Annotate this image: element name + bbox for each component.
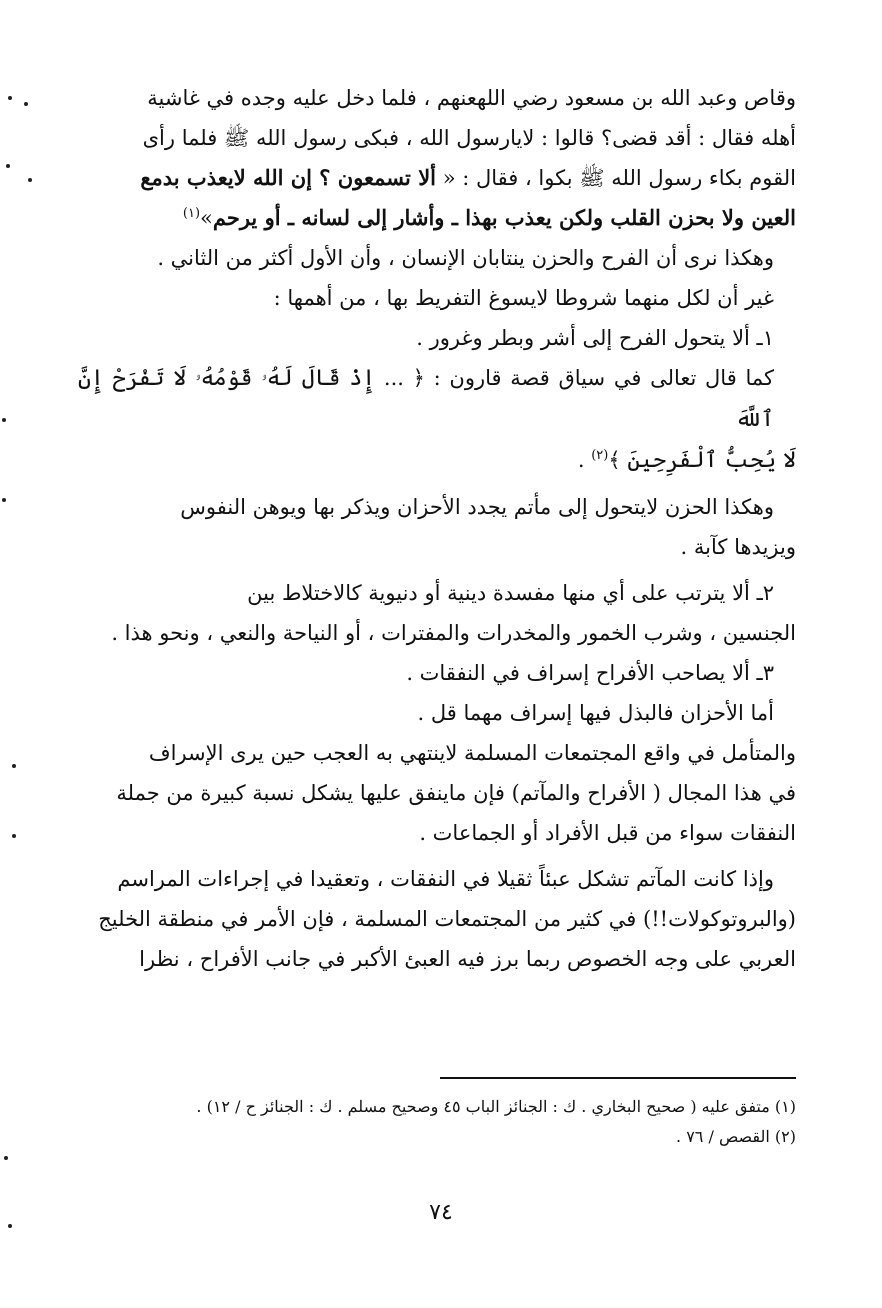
footnote-2: (٢) القصص / ٧٦ . [676, 1127, 796, 1146]
text-line: النفقات سواء من قبل الأفراد أو الجماعات . [419, 821, 796, 845]
footnote-ref-2: (٢) [591, 448, 609, 463]
hadith-quote: ألا تسمعون ؟ إن الله لايعذب بدمع [140, 165, 437, 190]
scan-speck [4, 1156, 8, 1160]
quran-verse: إِذْ قَالَ لَهُۥ قَوْمُهُۥ لَا تَفْرَحْ إِنَّ ٱللَّهَ [78, 366, 774, 432]
text-line: وهكذا الحزن لايتحول إلى مأتم يجدد الأحزان ويذكر بها ويوهن النفوس [180, 495, 774, 519]
hadith-quote: العين ولا بحزن القلب ولكن يعذب بهذا ـ وأشار إلى لسانه ـ أو يرحم [212, 205, 796, 230]
text-line: وقاص وعبد الله بن مسعود رضي اللهعنهم ، فلما دخل عليه وجده في غاشية [147, 86, 796, 110]
scan-speck [2, 418, 6, 422]
scan-speck [24, 102, 28, 106]
scan-speck [12, 834, 16, 838]
scan-speck [28, 178, 32, 182]
main-text [78, 78, 796, 979]
text-line: ويزيدها كآبة . [680, 535, 796, 559]
scan-speck [12, 764, 16, 768]
text-line: أهله فقال : أقد قضى؟ قالوا : لايارسول الله ، فبكى رسول الله ﷺ فلما رأى [142, 126, 796, 150]
verse-close: ﴾ [608, 448, 628, 472]
footnote-1: (١) متفق عليه ( صحيح البخاري . ك : الجنائز الباب ٤٥ وصحيح مسلم . ك : الجنائز ح / ١٢) . [196, 1097, 796, 1116]
scan-speck [8, 96, 12, 100]
text-line [78, 358, 796, 440]
text-line: ٣ـ ألا يصاحب الأفراح إسراف في النفقات . [406, 661, 774, 685]
quote-close: » [200, 206, 213, 230]
text-line: وهكذا نرى أن الفرح والحزن ينتابان الإنسان ، وأن الأول أكثر من الثاني . [157, 246, 774, 270]
text-line: أما الأحزان فالبذل فيها إسراف مهما قل . [417, 701, 774, 725]
text-line: العربي على وجه الخصوص ربما برز فيه العبئ الأكبر في جانب الأفراح ، نظرا [139, 947, 796, 971]
text-line: وإذا كانت المآتم تشكل عبئاً ثقيلا في النفقات ، وتعقيدا في إجراءات المراسم [117, 867, 774, 891]
text-segment: القوم بكاء رسول الله ﷺ بكوا ، فقال : « [436, 166, 796, 190]
text-line: غير أن لكل منهما شروطا لايسوغ التفريط بها ، من أهمها : [273, 286, 774, 310]
text-line: ٢ـ ألا يترتب على أي منها مفسدة دينية أو دنيوية كالاختلاط بين [247, 581, 774, 605]
quran-verse: لَا يُحِبُّ ٱلْفَرِحِينَ [627, 448, 796, 473]
scan-speck [6, 164, 10, 168]
footnotes [80, 1092, 796, 1152]
text-line: في هذا المجال ( الأفراح والمآتم) فإن ماينفق عليها يشكل نسبة كبيرة من جملة [116, 781, 796, 805]
footnote-separator [440, 1077, 796, 1079]
scan-speck [8, 1224, 12, 1228]
scan-speck [2, 498, 6, 502]
text-line [78, 158, 796, 198]
page-number: ٧٤ [429, 1200, 453, 1225]
text-line [78, 440, 796, 481]
text-line: (والبروتوكولات!!) في كثير من المجتمعات المسلمة ، فإن الأمر في منطقة الخليج [98, 907, 796, 931]
footnote-ref-1: (١) [182, 206, 201, 221]
text-line: والمتأمل في واقع المجتمعات المسلمة لاينتهي به العجب حين يرى الإسراف [148, 741, 796, 765]
text-line [78, 198, 796, 238]
text-line: ١ـ ألا يتحول الفرح إلى أشر وبطر وغرور . [416, 326, 774, 350]
text-line: الجنسين ، وشرب الخمور والمخدرات والمفترات ، أو النياحة والنعي ، ونحو هذا . [111, 621, 796, 645]
text-segment: . [577, 448, 592, 472]
text-segment: كما قال تعالى في سياق قصة قارون : ﴿ ... [375, 366, 774, 390]
